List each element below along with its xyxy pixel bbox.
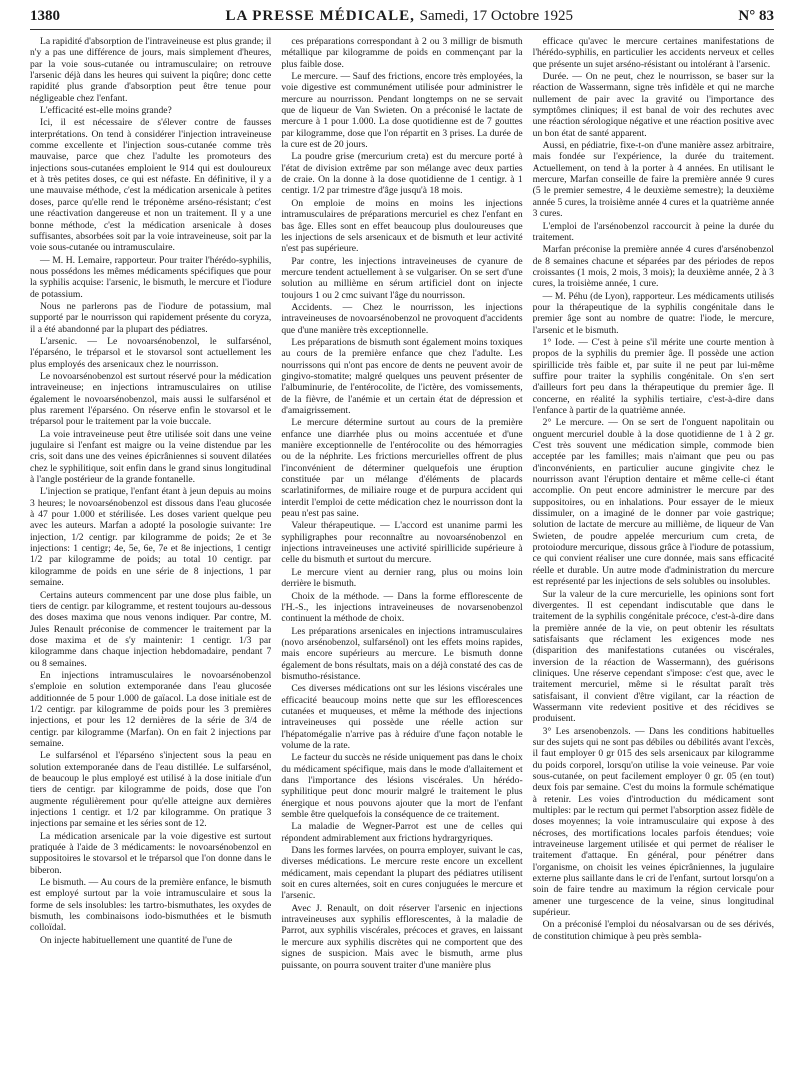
paragraph: Le facteur du succès ne réside uniquement pas dans le choix du médicament spécifique, mais dans le mode d'allaitement et dans l'importance des lésions viscérales. Un hérédo-syphilitique peut donc mourir malgré le traitement le plus énergique et nous pouvons ajouter que la mort de l'enfant semble être quelquefois la conséquence de ce traitement.	[281, 752, 523, 821]
column-1	[30, 36, 271, 1066]
paragraph: Marfan préconise la première année 4 cures d'arsénobenzol de 8 semaines chacune et séparées par des périodes de repos croissantes (1 mois, 2 mois, 3 mois); la deuxième année, 2 à 3 cures, la troisième année, 1 cure.	[532, 244, 774, 290]
paragraph: On injecte habituellement une quantité de l'une de	[40, 934, 233, 946]
paragraph: 1° Iode. — C'est à peine s'il mérite une courte mention à propos de la syphilis du premier âge. Il possède une action spirillicide très faible et, par suite il ne peut par lui-même suffire pour traiter la syphilis congénitale. On s'en sert d'ailleurs fort peu dans la thérapeutique du premier âge. Il concerne, en réalité la syphilis tertiaire, c'est-à-dire dans l'enfance à partir de la quatrième année.	[532, 336, 774, 416]
paragraph: La poudre grise (mercurium creta) est du mercure porté à l'état de division extrême par son mélange avec deux parties de craie. On la donne à la dose quotidienne de 1 centigr. à 1 centigr. 1/2 par trimestre d'âge jusqu'à 18 mois.	[281, 151, 523, 197]
paragraph: Le mercure détermine surtout au cours de la première enfance une diarrhée plus ou moins accentuée et d'une manière exceptionnelle de l'entérocolite ou des hémorragies ou de la néphrite. Les frictions mercurielles offrent de plus l'inconvénient de déterminer quelquefois une éruption constituée par un mélange d'éléments de placards scarlatiniformes, de miliaire rouge et de purpura accident qui interdit l'emploi de cette médication chez le nourrisson dont la peau n'est pas saine.	[281, 417, 523, 520]
column-3	[533, 36, 774, 1066]
paragraph: Par contre, les injections intraveineuses de cyanure de mercure tendent actuellement à se vulgariser. On se sert d'une solution au millième en sérum artificiel dont on injecte toujours 1 ou 2 cmc suivant l'âge du nourrisson.	[281, 255, 523, 301]
paragraph: Ces diverses médications ont sur les lésions viscérales une efficacité beaucoup moins nette que sur les efflorescences cutanées et muqueuses, et même la méthode des injections intraveineuses qui possède une réelle action sur l'hépatomégalie n'arrive pas à réduire d'une façon notable le volume de la rate.	[281, 683, 523, 751]
paragraph: Le bismuth. — Au cours de la première enfance, le bismuth est employé surtout par la voie intramusculaire et sous la forme de sels insolubles: les tartro-bismuthates, les oxydes de bismuth, les combinaisons iodo-bismuthées et le bismuth colloïdal.	[30, 877, 272, 934]
paragraph: Les préparations arsenicales en injections intramusculaires (novo arsénobenzol, sulfarsénol) ont les effets moins rapides, mais encore supérieurs au mercure. Le bismuth donne également de bons résultats, mais on a déjà constaté des cas de bismutho-résistance.	[281, 625, 523, 682]
page-header	[30, 8, 774, 30]
paragraph: Valeur thérapeutique. — L'accord est unanime parmi les syphiligraphes pour reconnaître au novoarsénobenzol en injections intraveineuses une activité spirillicide supérieure à celle du bismuth et surtout du mercure.	[281, 520, 523, 566]
paragraph: L'injection se pratique, l'enfant étant à jeun depuis au moins 3 heures; le novoarsénobenzol est dissous dans l'eau glucosée à 47 pour 1.000 et stérilisée. Les doses varient quelque peu avec les auteurs. Marfan a adopté la posologie suivante: 1re injection, 1/2 centigr. par kilogramme de poids; 2e et 3e injections: 1 centigr; 4e, 5e, 6e, 7e et 8e injections, 1 centigr 1/2 par kilogramme de poids; au total 10 centigr. par kilogramme de poids en une série de 8 injections, 1 par semaine.	[30, 486, 272, 589]
paragraph: Le sulfarsénol et l'éparséno s'injectent sous la peau en solution extemporanée dans de l'eau distillée. Le sulfarsénol, de beaucoup le plus employé est utilisé à la dose initiale d'un tiers de centigr. par kilogramme de poids, dose que l'on augmente régulièrement pour qu'elle atteigne aux dernières injections 1 centigr. et 1/2 par kilogramme. On pratique 3 injections par semaine et les séries sont de 12.	[30, 750, 272, 830]
paragraph: ces préparations correspondant à 2 ou 3 milligr de bismuth métallique par kilogramme de poids en commençant par la plus faible dose.	[281, 36, 523, 70]
paragraph: On a préconisé l'emploi du néosalvarsan ou de ses dérivés, de constitution chimique à peu près sembla-	[532, 919, 774, 942]
paragraph: Le mercure vient au dernier rang, plus ou moins loin derrière le bismuth.	[281, 566, 523, 590]
paragraph: L'arsenic. — Le novoarsénobenzol, le sulfarsénol, l'éparséno, le tréparsol et le stovarsol sont actuellement les plus employés des arsenicaux chez le nourrisson.	[30, 335, 272, 370]
paragraph: La maladie de Wegner-Parrot est une de celles qui répondent admirablement aux frictions hydrargyriques.	[281, 821, 523, 844]
paragraph: Accidents. — Chez le nourrisson, les injections intraveineuses de novoarsénobenzol ne provoquent d'accidents que d'une manière très exceptionnelle.	[281, 301, 523, 336]
paragraph: La voie intraveineuse peut être utilisée soit dans une veine jugulaire si l'enfant est maigre ou la veine distendue par les cris, soit dans une des veines épicrâniennes si souvent dilatées chez le syphilitique, soit enfin dans le grand sinus longitudinal à l'angle postérieur de la grande fontanelle.	[30, 428, 272, 486]
journal-name: LA PRESSE MÉDICALE,	[225, 8, 415, 24]
paragraph: L'efficacité est-elle moins grande?	[40, 105, 172, 117]
paragraph: On emploie de moins en moins les injections intramusculaires de préparations mercuriel es chez l'enfant en bas âge. Elles sont en effet beaucoup plus douloureuses que les injections de sels arsenicaux et de bismuth et leur activité n'est pas supérieure.	[281, 197, 523, 255]
paragraph: Choix de la méthode. — Dans la forme efflorescente de l'H.-S., les injections intraveineuses de novarsenobenzol continuent la méthode de choix.	[281, 590, 523, 625]
paragraph: efficace qu'avec le mercure certaines manifestations de l'hérédo-syphilis, en particulier les accidents nerveux et celles que présente un sujet arséno-résistant ou intolérant à l'arsenic.	[532, 36, 774, 70]
page-number: 1380	[30, 8, 60, 24]
paragraph: Sur la valeur de la cure mercurielle, les opinions sont fort divergentes. Il est cependant indiscutable que dans le traitement de la syphilis congénitale précoce, c'est-à-dire dans la première année de la vie, on peut obtenir les résultats satisfaisants que réclament les exigences mode nes (disparition des manifestations cutanées ou viscérales, inversion de la réaction de Wassermann), des guérisons cliniques. Une réserve cependant s'impose: c'est que, avec le traitement mercuriel, même si le résultat paraît très satisfaisant, il convient d'être vigilant, car la réaction de Wassermann vite redevient positive et des récidives se produisent.	[532, 588, 774, 725]
paragraph: Les préparations de bismuth sont également moins toxiques au cours de la première enfance que chez l'adulte. Les nourrissons qui n'ont pas encore de dents ne peuvent avoir de gingivo-stomatite; malgré quelques uns peuvent présenter de l'albuminurie, de l'entérocolite, de l'ictère, des vomissements, de la fièvre, de l'anémie et un certain état de dépression et d'amaigrissement.	[281, 336, 523, 416]
paragraph: L'emploi de l'arsénobenzol raccourcit à peine la durée du traitement.	[532, 220, 774, 243]
paragraph: Durée. — On ne peut, chez le nourrisson, se baser sur la réaction de Wassermann, signe très infidèle et qui ne marche nullement de pair avec la gravité ou l'importance des symptômes cliniques; il est banal de voir des rechutes avec une réaction sérologique négative et une réaction positive avec un bon état de santé apparent.	[532, 71, 774, 139]
text-columns	[30, 36, 774, 1066]
paragraph: La médication arsenicale par la voie digestive est surtout pratiquée à l'aide de 3 médicaments: le novoarsénobenzol en suppositoires le stovarsol et le tréparsol que l'on donne dans le biberon.	[30, 830, 272, 876]
paragraph: Certains auteurs commencent par une dose plus faible, un tiers de centigr. par kilogramme, et restent toujours au-dessous des doses maxima que nous venons indiquer. Par contre, M. Jules Renault préconise de commencer le traitement par la dose maxima et de s'y maintenir: 1 centigr. 1/3 par kilogramme dans chaque injection hebdomadaire, pendant 7 ou 8 semaines.	[30, 589, 272, 669]
paragraph: Le novoarsénobenzol est surtout réservé pour la médication intraveineuse; en injections intramusculaires on utilise également le novoarsénobenzol, mais aussi le sulfarsénol et plus rarement l'éparséno. On réserve enfin le stovarsol et le tréparsol pour le traitement par la voie buccale.	[30, 370, 272, 428]
column-2	[281, 36, 522, 1066]
paragraph: Avec J. Renault, on doit réserver l'arsenic en injections intraveineuses aux syphilis efflorescentes, à la maladie de Parrot, aux syphilis viscérales, précoces et graves, en laissant le mercure aux syphilis discrètes qui ne comportent que des signes de suspicion. Mais avec le bismuth, arme plus puissante, on pourra souvent traiter d'une manière plus	[281, 902, 523, 971]
paragraph: Dans les formes larvées, on pourra employer, suivant le cas, diverses médications. Le mercure reste encore un excellent médicament, mais cependant la plupart des pédiatres utilisent soit en cures alternées, soit en cures conjuguées le mercure et l'arsenic.	[281, 845, 523, 902]
paragraph: Nous ne parlerons pas de l'iodure de potassium, mal supporté par le nourrisson qui rapidement présente du coryza, il a été abandonné par la plupart des pédiatres.	[30, 300, 272, 335]
paragraph: 2° Le mercure. — On se sert de l'onguent napolitain ou onguent mercuriel double à la dose quotidienne de 1 à 2 gr. C'est très souvent une médication simple, commode bien acceptée par les familles; mais n'aimant que peu ou pas d'inconvénients, en particulier aucune gingivite chez le nourrisson avant l'éruption dentaire et même celle-ci étant accomplie. On peut encore administrer le mercure par des suppositoires, ou en inhalations. Pour essayer de le mieux dissimuler, on a imaginé de le donner par voie gastrique; solution de lactate de mercure au millième, de liqueur de Van Swieten, de poudre appelée mercurium cum creta, de protoiodure mercurique, dissous grâce à l'iodure de potassium, ce qui convient réaliser une cure donnée, mais sans efficacité réelle et durable. Un autre mode d'administration du mercure est représenté par les injections de sels solubles ou insolubles.	[532, 417, 774, 588]
paragraph: — M. H. Lemaire, rapporteur. Pour traiter l'hérédo-syphilis, nous possédons les mêmes médicaments spécifiques que pour la syphilis acquise: l'arsenic, le bismuth, le mercure et l'iodure de potassium.	[30, 254, 272, 300]
paragraph: En injections intramusculaires le novoarsénobenzol s'emploie en solution extemporanée dans l'eau glucosée additionnée de 5 pour 1.000 de gaïacol. La dose initiale est de 1/2 centigr. par kilogramme de poids pour les 3 premières injections, et pour les 12 dernières de la série de 3/4 de centigr. par kilogramme (Marfan). On en fait 2 injections par semaine.	[30, 669, 272, 749]
paragraph: Ici, il est nécessaire de s'élever contre de fausses interprétations. On tend à considérer l'injection intraveineuse comme excellente et l'injection sous-cutanée comme très mauvaise, parce que chez l'adulte les promoteurs des injections sous-cutanées emploient le 914 qui est douloureux et à très petites doses, ce qui est néfaste. En définitive, il y a une mauvaise méthode, c'est la médication arsenicale à petites doses, parce qu'elle rend le tréponème arséno-résistant; c'est une réactivation dangereuse et non un traitement. Il y a une bonne méthode, c'est la médication arsenicale à doses suffisantes, absorbées soit par la voie intraveineuse, soit par la voie sous-cutanée ou intramusculaire.	[30, 117, 272, 254]
issue-date: Samedi, 17 Octobre 1925	[419, 8, 573, 24]
paragraph: 3° Les arsenobenzols. — Dans les conditions habituelles sur des sujets qui ne sont pas débiles ou débilités avant l'excès, il faut employer 0 gr 015 des sels arsenicaux par kilogramme du poids corporel, lorsqu'on utilise la voie veineuse. Par voie sous-cutanée, on peut facilement employer 0 gr. 05 (en tout) deux fois par semaine. C'est du moins la formule schématique à retenir. Les voies d'introduction du médicament sont multiples: par le rectum qui permet l'absorption assez fidèle de doses moyennes; la voie intramusculaire qui expose à des nécroses, des mortifications locales parfois étendues; voie intraveineuse largement utilisée et qui permet de réaliser le traitement d'attaque. En général, pour pénétrer dans l'organisme, on choisit les veines épicrâniennes, la jugulaire externe plus saillante dans le cri de l'enfant, surtout lorsqu'on a soin de faire tendre au maximum la région cervicale pour amener une turgescence de la veine, sinus longitudinal supérieur.	[532, 725, 774, 919]
paragraph: Aussi, en pédiatrie, fixe-t-on d'une manière assez arbitraire, mais fondée sur l'expérience, la durée du traitement. Actuellement, on tend à la porter à 4 années. En utilisant le mercure, Marfan conseille de faire la première année 9 cures (5 le premier semestre, 4 le deuxième semestre); la deuxième année 5 cures, la troisième année 4 cures et la quatrième année 3 cures.	[532, 140, 774, 220]
paragraph: La rapidité d'absorption de l'intraveineuse est plus grande; il n'y a pas une différence de jours, mais simplement d'heures, par la voie sous-cutanée ou intramusculaire; on retrouve l'arsenic déjà dans les heures qui suivent la piqûre; donc cette rapidité plus grande d'absorption peut être tenue pour négligeable chez l'enfant.	[30, 36, 272, 104]
paragraph: Le mercure. — Sauf des frictions, encore très employées, la voie digestive est communément utilisée pour administrer le mercure au nourrisson. Pendant longtemps on ne se servait que de liqueur de Van Swieten. On a préconisé le lactate de mercure à 1 pour 1.000. La dose quotidienne est de 7 gouttes par kilogramme, dose que l'on répartit en 3 prises. La durée de la cure est de 20 jours.	[281, 71, 523, 151]
issue-number: N° 83	[738, 8, 774, 24]
paragraph: — M. Péhu (de Lyon), rapporteur. Les médicaments utilisés pour la thérapeutique de la syphilis congénitale dans le premier âge sont au nombre de quatre: l'iode, le mercure, l'arsenic et le bismuth.	[532, 290, 774, 336]
journal-title	[225, 8, 573, 25]
